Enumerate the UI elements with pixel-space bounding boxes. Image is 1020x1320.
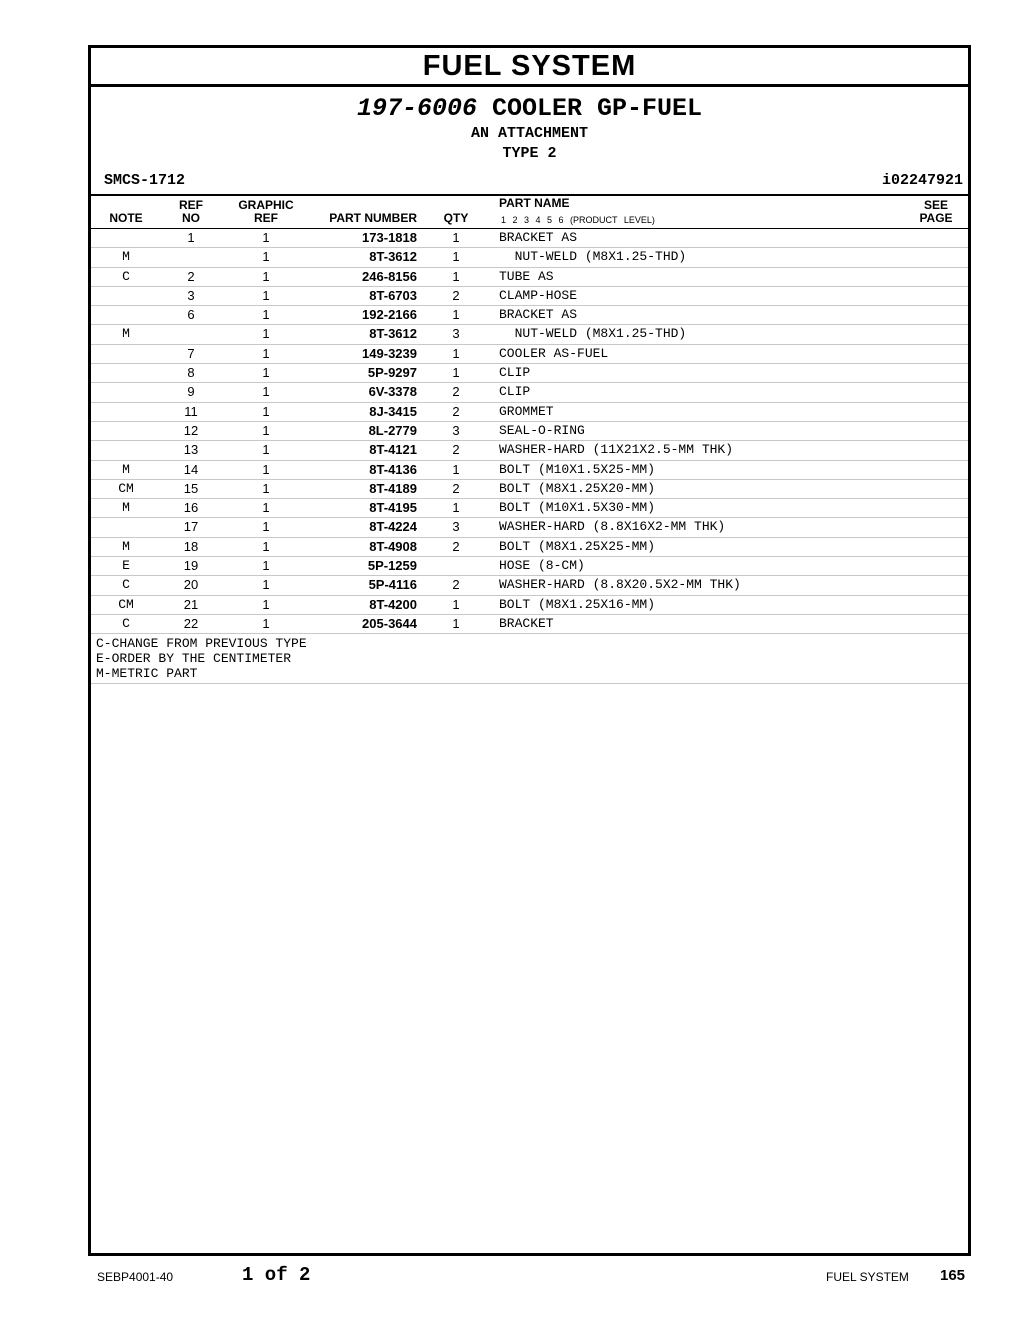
header-ref-bottom: NO: [182, 211, 200, 225]
cell-note: CM: [118, 596, 134, 612]
cell-part-name: CLIP: [499, 365, 531, 381]
cell-qty: 1: [452, 249, 460, 265]
cell-graphic-ref: 1: [262, 403, 270, 419]
cell-graphic-ref: 1: [262, 365, 270, 381]
header-note: NOTE: [109, 211, 143, 225]
cell-qty: 1: [452, 365, 460, 381]
cell-graphic-ref: 1: [262, 596, 270, 612]
table-row: [91, 229, 968, 248]
cell-part-number: 205-3644: [362, 615, 417, 631]
cell-qty: 1: [452, 307, 460, 323]
cell-qty: 1: [452, 615, 460, 631]
cell-ref-no: 16: [183, 500, 199, 516]
cell-part-number: 173-1818: [362, 230, 417, 245]
cell-qty: 1: [452, 268, 460, 284]
cell-part-number: 246-8156: [362, 268, 417, 284]
cell-note: C: [122, 268, 130, 284]
cell-graphic-ref: 1: [262, 538, 270, 554]
cell-part-number: 192-2166: [362, 307, 417, 323]
footer-section: FUEL SYSTEM: [826, 1270, 909, 1284]
header-part-name: PART NAME: [499, 196, 570, 210]
cell-ref-no: 2: [187, 268, 195, 284]
cell-part-number: 5P-1259: [367, 558, 417, 574]
cell-ref-no: 1: [187, 230, 195, 245]
page-frame: [88, 45, 971, 1256]
table-row: [91, 596, 968, 615]
cell-ref-no: 17: [183, 519, 199, 535]
cell-qty: 3: [452, 519, 460, 535]
group-title: [91, 94, 968, 124]
cell-part-number: 5P-9297: [367, 365, 417, 381]
group-subtitle-2: TYPE 2: [502, 145, 557, 162]
page-footer: [0, 1262, 1020, 1292]
cell-part-number: 8T-6703: [369, 287, 417, 303]
cell-note: C: [122, 577, 130, 593]
cell-part-number: 8T-4121: [369, 442, 417, 458]
cell-part-number: 8T-3612: [369, 326, 417, 342]
header-ref-top: REF: [179, 198, 203, 212]
cell-part-name: TUBE AS: [499, 268, 554, 284]
cell-part-number: 8T-4136: [369, 461, 417, 477]
cell-ref-no: 7: [187, 345, 195, 361]
cell-part-name: NUT-WELD (M8X1.25-THD): [499, 249, 687, 265]
smcs-row: [91, 168, 968, 196]
cell-qty: 2: [452, 287, 460, 303]
cell-ref-no: 3: [187, 287, 195, 303]
smcs-code: SMCS-1712: [104, 172, 186, 189]
footer-doc-number: SEBP4001-40: [97, 1270, 174, 1284]
cell-part-name: HOSE (8-CM): [499, 558, 585, 574]
table-row: [91, 538, 968, 557]
footer-page-of: 1 of 2: [242, 1264, 311, 1286]
cell-note: M: [122, 500, 130, 516]
cell-graphic-ref: 1: [262, 268, 270, 284]
table-row: [91, 345, 968, 364]
table-row: [91, 306, 968, 325]
cell-graphic-ref: 1: [262, 287, 270, 303]
table-row: [91, 557, 968, 576]
table-header: [91, 196, 968, 229]
cell-part-name: BOLT (M10X1.5X30-MM): [499, 500, 656, 516]
cell-note: M: [122, 461, 130, 477]
cell-part-name: WASHER-HARD (11X21X2.5-MM THK): [499, 442, 734, 458]
cell-part-name: GROMMET: [499, 403, 554, 419]
header-see-top: SEE: [923, 198, 948, 212]
cell-part-number: 149-3239: [362, 345, 417, 361]
cell-ref-no: 22: [183, 615, 199, 631]
table-row: [91, 461, 968, 480]
cell-graphic-ref: 1: [262, 519, 270, 535]
cell-graphic-ref: 1: [262, 442, 270, 458]
cell-note: C: [122, 615, 130, 631]
note-line: E-ORDER BY THE CENTIMETER: [96, 651, 292, 667]
footer-page-number: 165: [940, 1267, 966, 1284]
table-row: [91, 441, 968, 460]
cell-qty: 2: [452, 538, 460, 554]
cell-part-number: 8T-4224: [369, 519, 417, 535]
cell-part-number: 8T-4908: [369, 538, 417, 554]
cell-qty: 2: [452, 577, 460, 593]
table-row: [91, 499, 968, 518]
cell-note: E: [122, 558, 130, 574]
cell-note: M: [122, 249, 130, 265]
cell-part-name: BOLT (M8X1.25X16-MM): [499, 596, 656, 612]
header-part-number: PART NUMBER: [329, 211, 417, 225]
cell-part-name: BOLT (M8X1.25X25-MM): [499, 538, 656, 554]
cell-qty: 3: [452, 422, 460, 438]
cell-note: CM: [118, 480, 134, 496]
cell-part-number: 8T-3612: [369, 249, 417, 265]
cell-qty: 2: [452, 403, 460, 419]
cell-qty: 1: [452, 345, 460, 361]
cell-part-name: BRACKET: [499, 615, 554, 631]
cell-note: M: [122, 538, 130, 554]
cell-part-name: CLAMP-HOSE: [499, 287, 578, 303]
cell-qty: 1: [452, 461, 460, 477]
group-name: COOLER GP-FUEL: [492, 94, 703, 123]
table-row: [91, 403, 968, 422]
cell-graphic-ref: 1: [262, 577, 270, 593]
cell-graphic-ref: 1: [262, 307, 270, 323]
cell-part-number: 6V-3378: [368, 384, 417, 400]
cell-ref-no: 18: [183, 538, 199, 554]
cell-ref-no: 21: [183, 596, 199, 612]
table-row: [91, 480, 968, 499]
table-row: [91, 518, 968, 537]
cell-graphic-ref: 1: [262, 480, 270, 496]
cell-part-number: 8T-4200: [369, 596, 417, 612]
cell-graphic-ref: 1: [262, 500, 270, 516]
cell-graphic-ref: 1: [262, 326, 270, 342]
cell-qty: 1: [452, 500, 460, 516]
table-row: [91, 422, 968, 441]
table-row: [91, 383, 968, 402]
cell-ref-no: 14: [183, 461, 199, 477]
cell-qty: 1: [452, 596, 460, 612]
cell-part-name: BOLT (M8X1.25X20-MM): [499, 480, 656, 496]
cell-note: M: [122, 326, 130, 342]
cell-ref-no: 15: [183, 480, 199, 496]
table-row: [91, 287, 968, 306]
cell-part-name: COOLER AS-FUEL: [499, 345, 609, 361]
header-see-bottom: PAGE: [919, 211, 953, 225]
cell-ref-no: 8: [187, 365, 195, 381]
notes-legend: [91, 634, 968, 684]
header-graphic-top: GRAPHIC: [238, 198, 294, 212]
cell-qty: 1: [452, 230, 460, 245]
cell-ref-no: 11: [184, 403, 198, 419]
section-title: FUEL SYSTEM: [91, 48, 968, 87]
cell-part-name: NUT-WELD (M8X1.25-THD): [499, 326, 687, 342]
cell-part-name: WASHER-HARD (8.8X16X2-MM THK): [499, 519, 726, 535]
cell-graphic-ref: 1: [262, 384, 270, 400]
cell-ref-no: 13: [183, 442, 199, 458]
cell-graphic-ref: 1: [262, 345, 270, 361]
cell-part-name: SEAL-O-RING: [499, 422, 585, 438]
header-graphic-bottom: REF: [254, 211, 278, 225]
group-subtitle-1: AN ATTACHMENT: [470, 125, 589, 142]
cell-part-name: BRACKET AS: [499, 307, 578, 323]
note-line: C-CHANGE FROM PREVIOUS TYPE: [96, 636, 307, 652]
cell-ref-no: 20: [183, 577, 199, 593]
cell-ref-no: 9: [187, 384, 195, 400]
cell-part-name: BRACKET AS: [499, 230, 578, 245]
cell-part-number: 8T-4195: [369, 500, 417, 516]
info-id: i02247921: [881, 172, 963, 189]
table-row: [91, 615, 968, 634]
cell-part-number: 8L-2779: [368, 422, 417, 438]
cell-ref-no: 6: [187, 307, 195, 323]
cell-qty: 3: [452, 326, 460, 342]
cell-graphic-ref: 1: [262, 422, 270, 438]
table-row: [91, 248, 968, 267]
cell-graphic-ref: 1: [262, 461, 270, 477]
parts-table-body: [91, 229, 968, 634]
cell-part-name: BOLT (M10X1.5X25-MM): [499, 461, 656, 477]
cell-part-number: 8J-3415: [369, 403, 417, 419]
cell-graphic-ref: 1: [262, 558, 270, 574]
cell-part-number: 5P-4116: [368, 577, 417, 593]
cell-part-name: CLIP: [499, 384, 531, 400]
cell-graphic-ref: 1: [262, 615, 270, 631]
cell-qty: 2: [452, 442, 460, 458]
header-qty: QTY: [443, 211, 469, 225]
header-product-level: 1 2 3 4 5 6 (PRODUCT LEVEL): [501, 215, 655, 225]
table-row: [91, 325, 968, 344]
cell-graphic-ref: 1: [262, 230, 270, 245]
table-row: [91, 364, 968, 383]
table-row: [91, 576, 968, 595]
cell-part-name: WASHER-HARD (8.8X20.5X2-MM THK): [499, 577, 741, 593]
cell-qty: 2: [452, 480, 460, 496]
cell-graphic-ref: 1: [262, 249, 270, 265]
cell-part-number: 8T-4189: [369, 480, 417, 496]
group-part-number: 197-6006: [356, 94, 477, 123]
note-line: M-METRIC PART: [96, 666, 198, 682]
table-row: [91, 268, 968, 287]
cell-ref-no: 12: [183, 422, 199, 438]
cell-qty: 2: [452, 384, 460, 400]
cell-ref-no: 19: [183, 558, 199, 574]
